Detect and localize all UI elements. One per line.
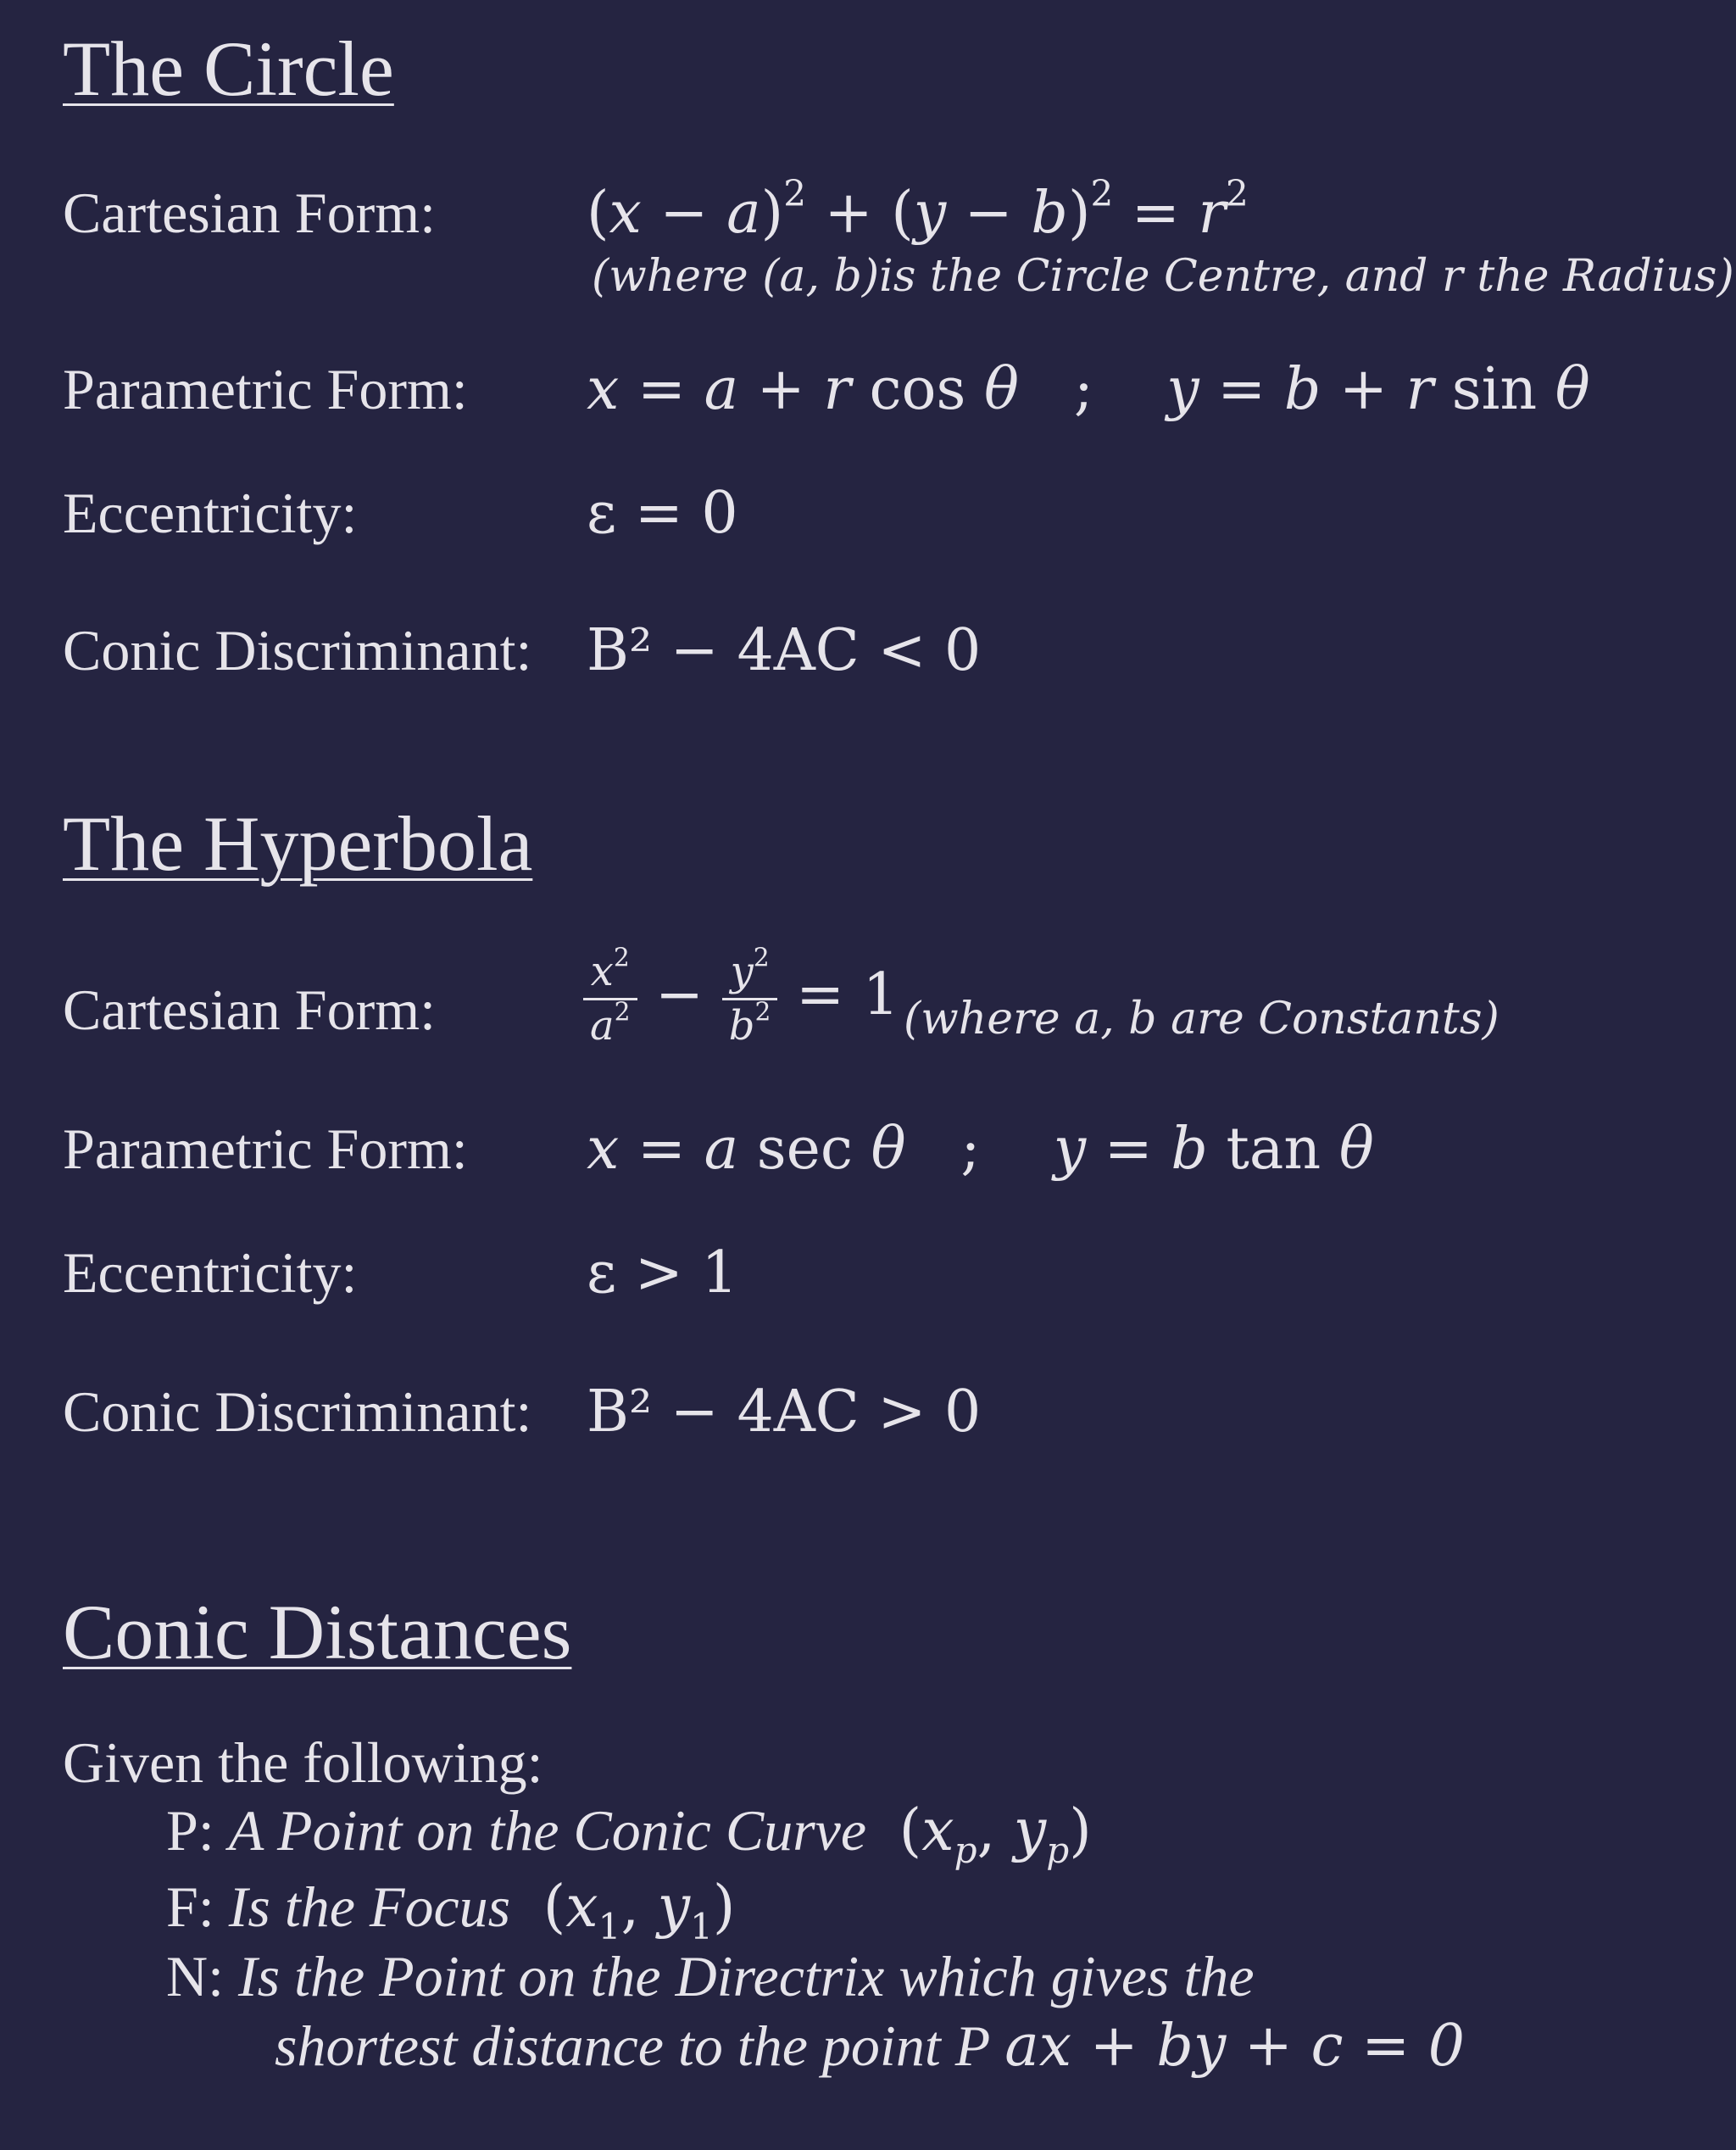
circle-parametric-label: Parametric Form: — [63, 357, 468, 421]
circle-cartesian-label: Cartesian Form: — [63, 181, 437, 245]
hyperbola-eccentricity-value: ε > 1 — [587, 1239, 738, 1306]
point-p-text: A Point on the Conic Curve — [228, 1798, 867, 1863]
distances-intro: Given the following: — [63, 1730, 543, 1795]
focus-f-definition — [166, 1874, 736, 1947]
focus-f-text: Is the Focus — [228, 1874, 511, 1939]
hyperbola-eccentricity-label: Eccentricity: — [63, 1240, 358, 1305]
point-p-definition — [166, 1797, 1092, 1871]
hyperbola-discriminant-label: Conic Discriminant: — [63, 1379, 532, 1444]
point-p-key: P: — [166, 1798, 214, 1863]
circle-cartesian-equation: $(x - a)^2 + (y - b)^2 = r^2$ — [587, 172, 1249, 247]
focus-f-coords: ($x_1$, $y_1$) — [525, 1874, 736, 1947]
hyperbola-heading: The Hyperbola — [63, 800, 533, 887]
directrix-equation: ax + by + c = 0 — [1004, 2013, 1466, 2080]
hyperbola-cartesian-equation: $\frac{x^2}{a^2}$ − $\frac{y^2}{b^2}$ = 1 — [583, 950, 899, 1049]
point-n-definition — [166, 1943, 1255, 2010]
point-p-coords: ($x_p$, $y_p$) — [881, 1797, 1092, 1871]
circle-eccentricity-value: ε = 0 — [587, 480, 738, 547]
focus-f-key: F: — [166, 1874, 214, 1939]
circle-cartesian-note: (where (a, b)is the Circle Centre, and r the Radius) — [592, 251, 1734, 302]
point-n-continuation-text: shortest distance to the point P — [275, 2014, 991, 2078]
circle-discriminant-value: B² − 4AC < 0 — [587, 617, 982, 684]
hyperbola-discriminant-value: B² − 4AC > 0 — [587, 1379, 982, 1445]
hyperbola-parametric-label: Parametric Form: — [63, 1117, 468, 1181]
distances-heading: Conic Distances — [63, 1589, 572, 1675]
circle-heading: The Circle — [63, 25, 394, 112]
hyperbola-cartesian-label: Cartesian Form: — [63, 978, 437, 1042]
x-over-a-fraction: $\frac{x^2}{a^2}$ — [583, 950, 637, 1049]
circle-parametric-equation: x = a + r cos θ ; y = b + r sin θ — [587, 356, 1590, 423]
circle-discriminant-label: Conic Discriminant: — [63, 618, 532, 682]
point-n-continuation — [275, 2013, 1465, 2080]
hyperbola-cartesian-note: (where a, b are Constants) — [904, 994, 1500, 1044]
point-n-key: N: — [166, 1944, 224, 2008]
hyperbola-parametric-equation: x = a sec θ ; y = b tan θ — [587, 1116, 1374, 1183]
y-over-b-fraction: $\frac{y^2}{b^2}$ — [722, 950, 778, 1049]
circle-eccentricity-label: Eccentricity: — [63, 481, 358, 545]
point-n-text: Is the Point on the Directrix which gives the — [238, 1944, 1255, 2008]
